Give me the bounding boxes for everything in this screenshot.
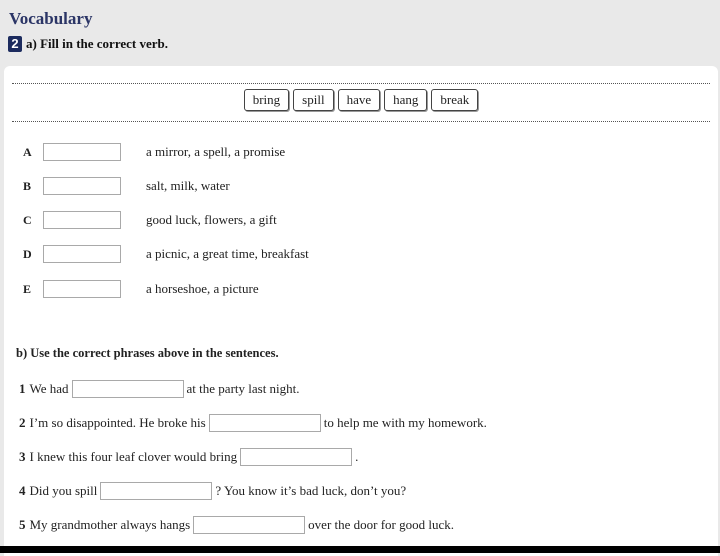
sentence-before: Did you spill: [29, 483, 98, 498]
task-label: a) Fill in the correct verb.: [26, 36, 168, 51]
sentence-input[interactable]: [240, 448, 352, 466]
sentence-after: over the door for good luck.: [308, 517, 455, 532]
sentence-after: .: [355, 449, 359, 464]
sentence-row: [19, 413, 487, 433]
sentence-number: 4: [19, 483, 26, 498]
sentence-input[interactable]: [193, 516, 305, 534]
exercise-panel: [4, 66, 718, 556]
sentence-number: 1: [19, 381, 26, 396]
phrase-list: good luck, flowers, a gift: [146, 212, 277, 227]
row-letter: D: [23, 247, 32, 261]
sentence-before: I knew this four leaf clover would bring: [29, 449, 238, 464]
phrase-list: a mirror, a spell, a promise: [146, 144, 286, 159]
divider-top: [12, 83, 710, 84]
sentence-input[interactable]: [72, 380, 184, 398]
sentence-row: [19, 481, 406, 501]
word-chip: have: [338, 89, 381, 111]
row-letter: A: [23, 145, 32, 159]
word-box: [4, 89, 718, 111]
answer-input[interactable]: [43, 177, 121, 195]
section-heading: Vocabulary: [9, 9, 93, 28]
part-b-heading: b) Use the correct phrases above in the sentences.: [16, 346, 279, 360]
sentence-before: My grandmother always hangs: [29, 517, 191, 532]
answer-input[interactable]: [43, 245, 121, 263]
word-chip: bring: [244, 89, 289, 111]
answer-input[interactable]: [43, 280, 121, 298]
phrase-list: salt, milk, water: [146, 178, 230, 193]
word-chip: spill: [293, 89, 333, 111]
sentence-input[interactable]: [209, 414, 321, 432]
phrase-list: a picnic, a great time, breakfast: [146, 246, 309, 261]
sentence-number: 3: [19, 449, 26, 464]
word-chip: break: [431, 89, 478, 111]
sentence-number: 5: [19, 517, 26, 532]
task-number-badge: 2: [8, 36, 22, 52]
row-letter: B: [23, 179, 32, 193]
sentence-row: [19, 447, 358, 467]
sentence-after: to help me with my homework.: [323, 415, 487, 430]
task-line: [8, 36, 168, 52]
sentence-number: 2: [19, 415, 26, 430]
sentence-row: [19, 379, 300, 399]
sentence-after: ? You know it’s bad luck, don’t you?: [215, 483, 407, 498]
bottom-edge-bar: [0, 546, 720, 553]
answer-input[interactable]: [43, 211, 121, 229]
sentence-input[interactable]: [100, 482, 212, 500]
answer-input[interactable]: [43, 143, 121, 161]
sentence-after: at the party last night.: [186, 381, 300, 396]
row-letter: C: [23, 213, 32, 227]
word-chip: hang: [384, 89, 427, 111]
sentence-before: I’m so disappointed. He broke his: [29, 415, 206, 430]
row-letter: E: [23, 282, 32, 296]
sentence-row: [19, 515, 454, 535]
phrase-list: a horseshoe, a picture: [146, 281, 259, 296]
sentence-before: We had: [29, 381, 69, 396]
divider-bottom: [12, 121, 710, 122]
